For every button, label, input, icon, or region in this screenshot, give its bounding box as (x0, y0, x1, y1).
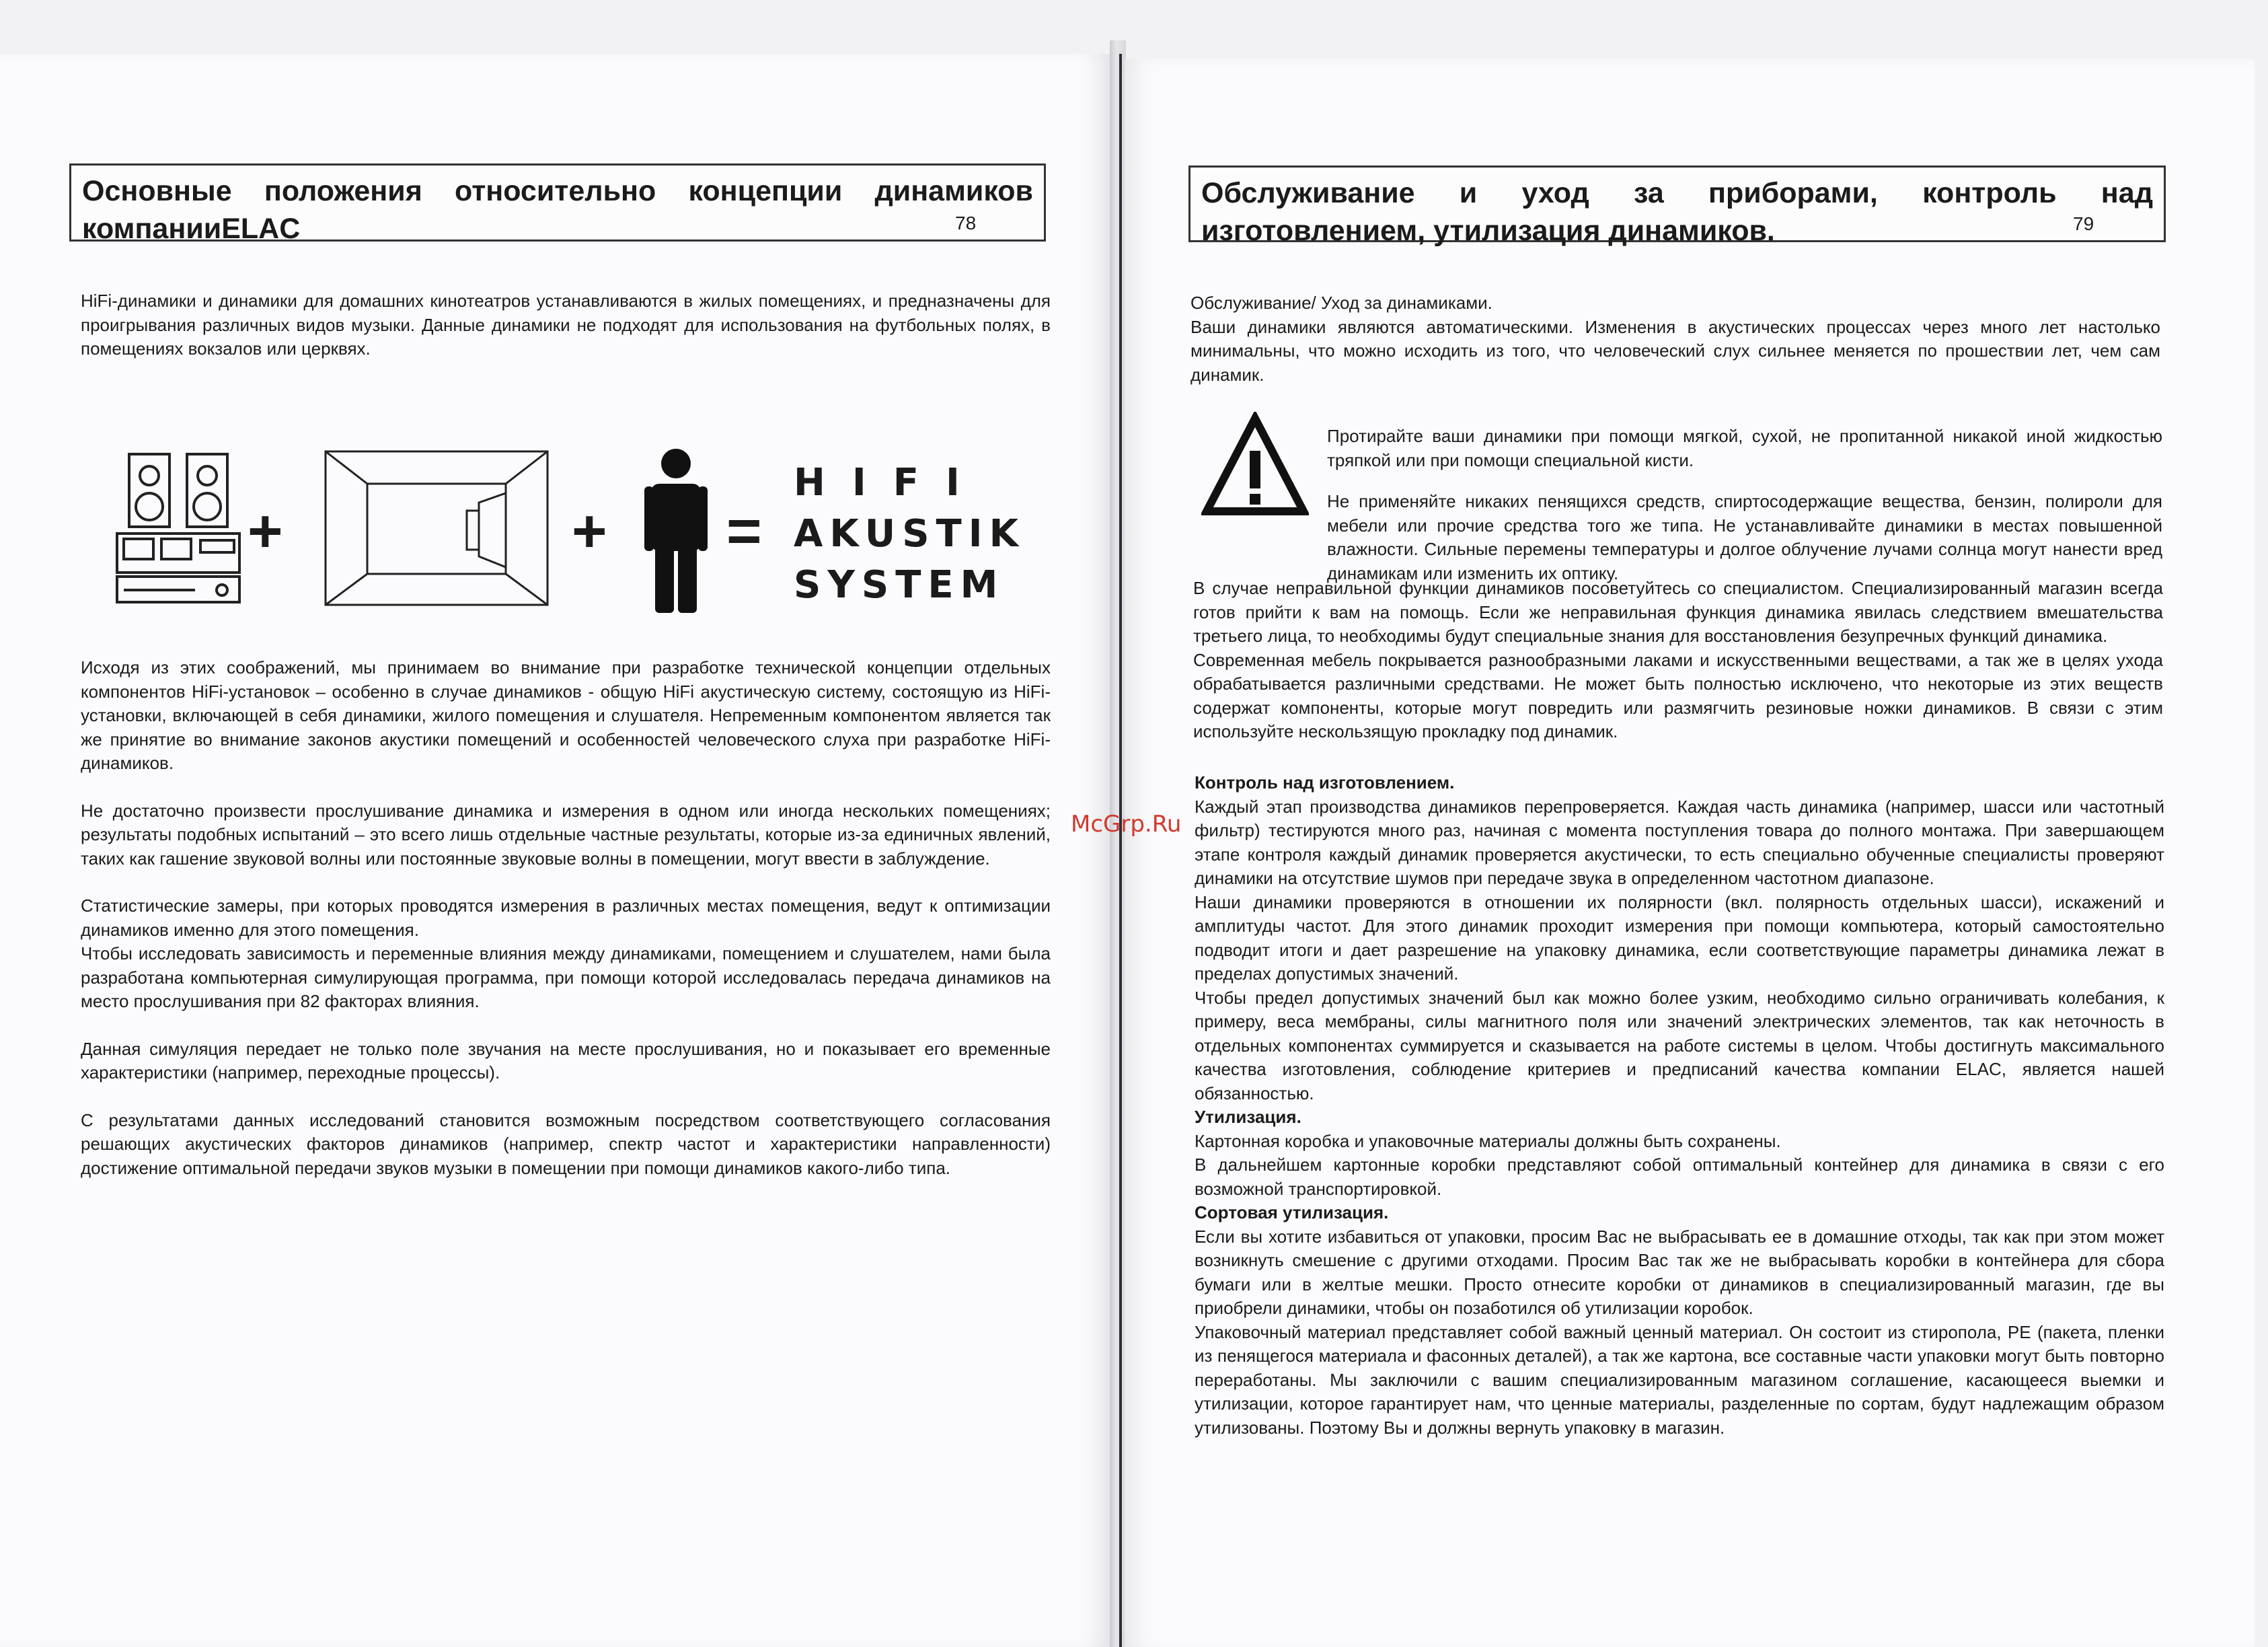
paragraph: Каждый этап производства динамиков перепроверяется. Каждая часть динамика (например, шасси или частотный фильтр) тестируются много раз, начиная с момента поступления товара до полного монтажа. При завершающем этапе контроля каждый динамик проверяется акустически, то есть специально обученные специалисты проверяют динамики на отсутствие шумов при передаче звука в определенном частотном диапазоне. (1195, 796, 2164, 888)
logo-line-akustik: AKUSTIK (794, 512, 1025, 556)
paragraph: Упаковочный материал представляет собой важный ценный материал. Он состоит из стирополa, PE (пакета, пленки из пенящегося материала и фасонных деталей), а так же картона, все составные части упаковки могут быть повторно переработаны. Мы заключили с вашим специализированным магазином соглашение, касающееся выемки и утилизации, которое гарантирует нам, что ценные материалы, разделенные по сортам, будут надлежащим образом утилизованы. Поэтому Вы и должны вернуть упаковку в магазин. (1195, 1321, 2164, 1438)
hifi-system-diagram (101, 447, 1029, 616)
paragraph: Наши динамики проверяются в отношении их полярности (вкл. полярность отдельных шасси), искажений и амплитуды частот. Для этого динамик проходит измерения при помощи компьютера, который самостоятельно подводит итоги и дает разрешение на упаковку динамика, если соответствующие параметры динамика лежат в пределах допустимых значений. (1195, 891, 2164, 984)
quality-control-section (1195, 771, 2164, 1440)
paragraph: Данная симуляция передает не только поле звучания на месте прослушивания, но и показывает его временные характеристики (например, переходные процессы). (81, 1038, 1051, 1083)
right-page-title: Обслуживание и уход за приборами, контроль над изготовлением, утилизация динамиков. (1201, 177, 2153, 247)
plus-sign-2: + (572, 498, 607, 565)
service-section (1193, 577, 2163, 744)
paragraph: Если вы хотите избавиться от упаковки, просим Вас не выбрасывать ее в домашние отходы, так как при этом может возникнуть смешение с другими отходами. Просим Вас так же не выбрасывать коробки в контейнера для сбора бумаги или в желтые мешки. Просто отнесите коробки от динамиков в специализированный магазин, где вы приобрели динамики, чтобы он позаботился об утилизации коробок. (1195, 1226, 2164, 1318)
disposal-heading: Утилизация. (1195, 1107, 1301, 1127)
care-heading: Обслуживание/ Уход за динамиками. (1190, 293, 1492, 313)
warning-triangle-icon (1201, 412, 1309, 519)
paragraph: Не достаточно произвести прослушивание динамика и измерения в одном или иногда нескольких помещениях; результаты подобных испытаний – это всего лишь отдельные частные результаты, которые из-за единичных явлений, таких как гашение звуковой волны или постоянные звуковые волны в помещении, могут ввести в заблуждение. (81, 800, 1051, 869)
care-section (1190, 291, 2160, 387)
listener-person-icon (639, 447, 713, 616)
right-title-box (1188, 166, 2166, 247)
left-page-number: 78 (955, 213, 977, 233)
page-fold (1119, 54, 1122, 1647)
warning-paragraph: Протирайте ваши динамики при помощи мягкой, сухой, не пропитанной никакой иной жидкостью тряпкой или при помощи специальной кисти. (1327, 426, 2162, 470)
warning-text (1327, 407, 2162, 603)
paragraph: Исходя из этих соображений, мы принимаем во внимание при разработке технической концепции отдельных компонентов HiFi-установок – особенно в случае динамиков - общую HiFi акустическую систему, состоящую из HiFi-установки, включающей в себя динамики, жилого помещения и слушателя. Непременным компонентом является так же принятие во внимание законов акустики помещений и особенностей человеческого слуха при разработке HiFi-динамиков. (81, 657, 1051, 773)
warning-paragraph: Не применяйте никаких пенящихся средств, спиртосодержащие вещества, бензин, полироли для мебели или прочие средства того же типа. Не устанавливайте динамики в местах повышенной влажности. Сильные перемены температуры и долгое облучение лучами солнца могут нанести вред динамикам или изменить их оптику. (1327, 491, 2162, 583)
paragraph: Чтобы предел допустимых значений был как можно более узким, необходимо сильно ограничивать колебания, к примеру, веса мембраны, силы магнитного поля или значений электрических элементов, так как неточность в отдельных компонентах суммируется и сказывается на работе системы в целом. Чтобы достигнуть максимального качества изготовления, соблюдение критериев и предписаний качества компании ELAC, является нашей обязанностью. (1195, 987, 2164, 1103)
logo-line-hifi: HIFI (794, 461, 987, 505)
watermark: McGrp.Ru (1071, 811, 1182, 838)
listening-room-icon (323, 449, 552, 610)
paragraph: В дальнейшем картонные коробки представляют собой оптимальный контейнер для динамика в связи с его возможной транспортировкой. (1195, 1155, 2164, 1199)
left-page-title: Основные положения относительно концепции динамиков компанииELAC (82, 175, 1033, 245)
logo-line-system: SYSTEM (794, 563, 1005, 607)
book-gutter (1110, 40, 1126, 1647)
paragraph: Картонная коробка и упаковочные материалы должны быть сохранены. (1195, 1130, 1781, 1151)
plus-sign-1: + (248, 498, 283, 565)
paragraph: Современная мебель покрывается разнообразными лаками и искусственными веществами, а так же в целях ухода обрабатывается различными средствами. Не может быть полностью исключено, что некоторые из этих веществ содержат компоненты, которые могут повредить или размягчить резиновые ножки динамиков. В связи с этим используйте нескользящую прокладку под динамик. (1193, 649, 2163, 741)
hifi-equipment-icon (114, 447, 249, 609)
paragraph: С результатами данных исследований становится возможным посредством соответствующего согласования решающих акустических факторов динамиков (например, спектр частот и характеристики направленности) достижение оптимальной передачи звуков музыки в помещении при помощи динамиков какого-либо типа. (81, 1109, 1051, 1178)
paragraph: Статистические замеры, при которых проводятся измерения в различных местах помещения, ведут к оптимизации динамиков именно для этого помещения. (81, 895, 1051, 940)
hifi-akustik-system-logo (794, 458, 1025, 611)
quality-control-heading: Контроль над изготовлением. (1195, 772, 1455, 793)
equals-sign: = (726, 498, 762, 565)
right-page-number: 79 (2073, 213, 2094, 234)
sorting-heading: Сортовая утилизация. (1195, 1202, 1389, 1222)
intro-paragraph: HiFi-динамики и динамики для домашних кинотеатров устанавливаются в жилых помещениях, и предназначены для проигрывания различных видов музыки. Данные динамики не подходят для использования на футбольных полях, в помещениях вокзалов или церквях. (81, 291, 1051, 359)
paragraph: В случае неправильной функции динамиков посоветуйтесь со специалистом. Специализированный магазин всегда готов прийти к вам на помощь. Если же неправильная функция динамика явилась следствием вмешательства третьего лица, то необходимы будут специальные знания для восстановления безупречных функций динамика. (1193, 578, 2163, 646)
care-intro: Ваши динамики являются автоматическими. Изменения в акустических процессах через много лет настолько минимальны, что можно исходить из того, что человеческий слух сильнее меняется по прошествии лет, чем сам динамик. (1190, 316, 2160, 385)
left-intro (81, 289, 1051, 361)
paragraph: Чтобы исследовать зависимость и переменные влияния между динамиками, помещением и слушателем, нами была разработана компьютерная симулирующая программа, при помощи которой исследовалась передача динамиков на место прослушивания при 82 факторах влияния. (81, 943, 1051, 1011)
left-title-box (69, 163, 1046, 245)
left-body (81, 656, 1051, 1180)
